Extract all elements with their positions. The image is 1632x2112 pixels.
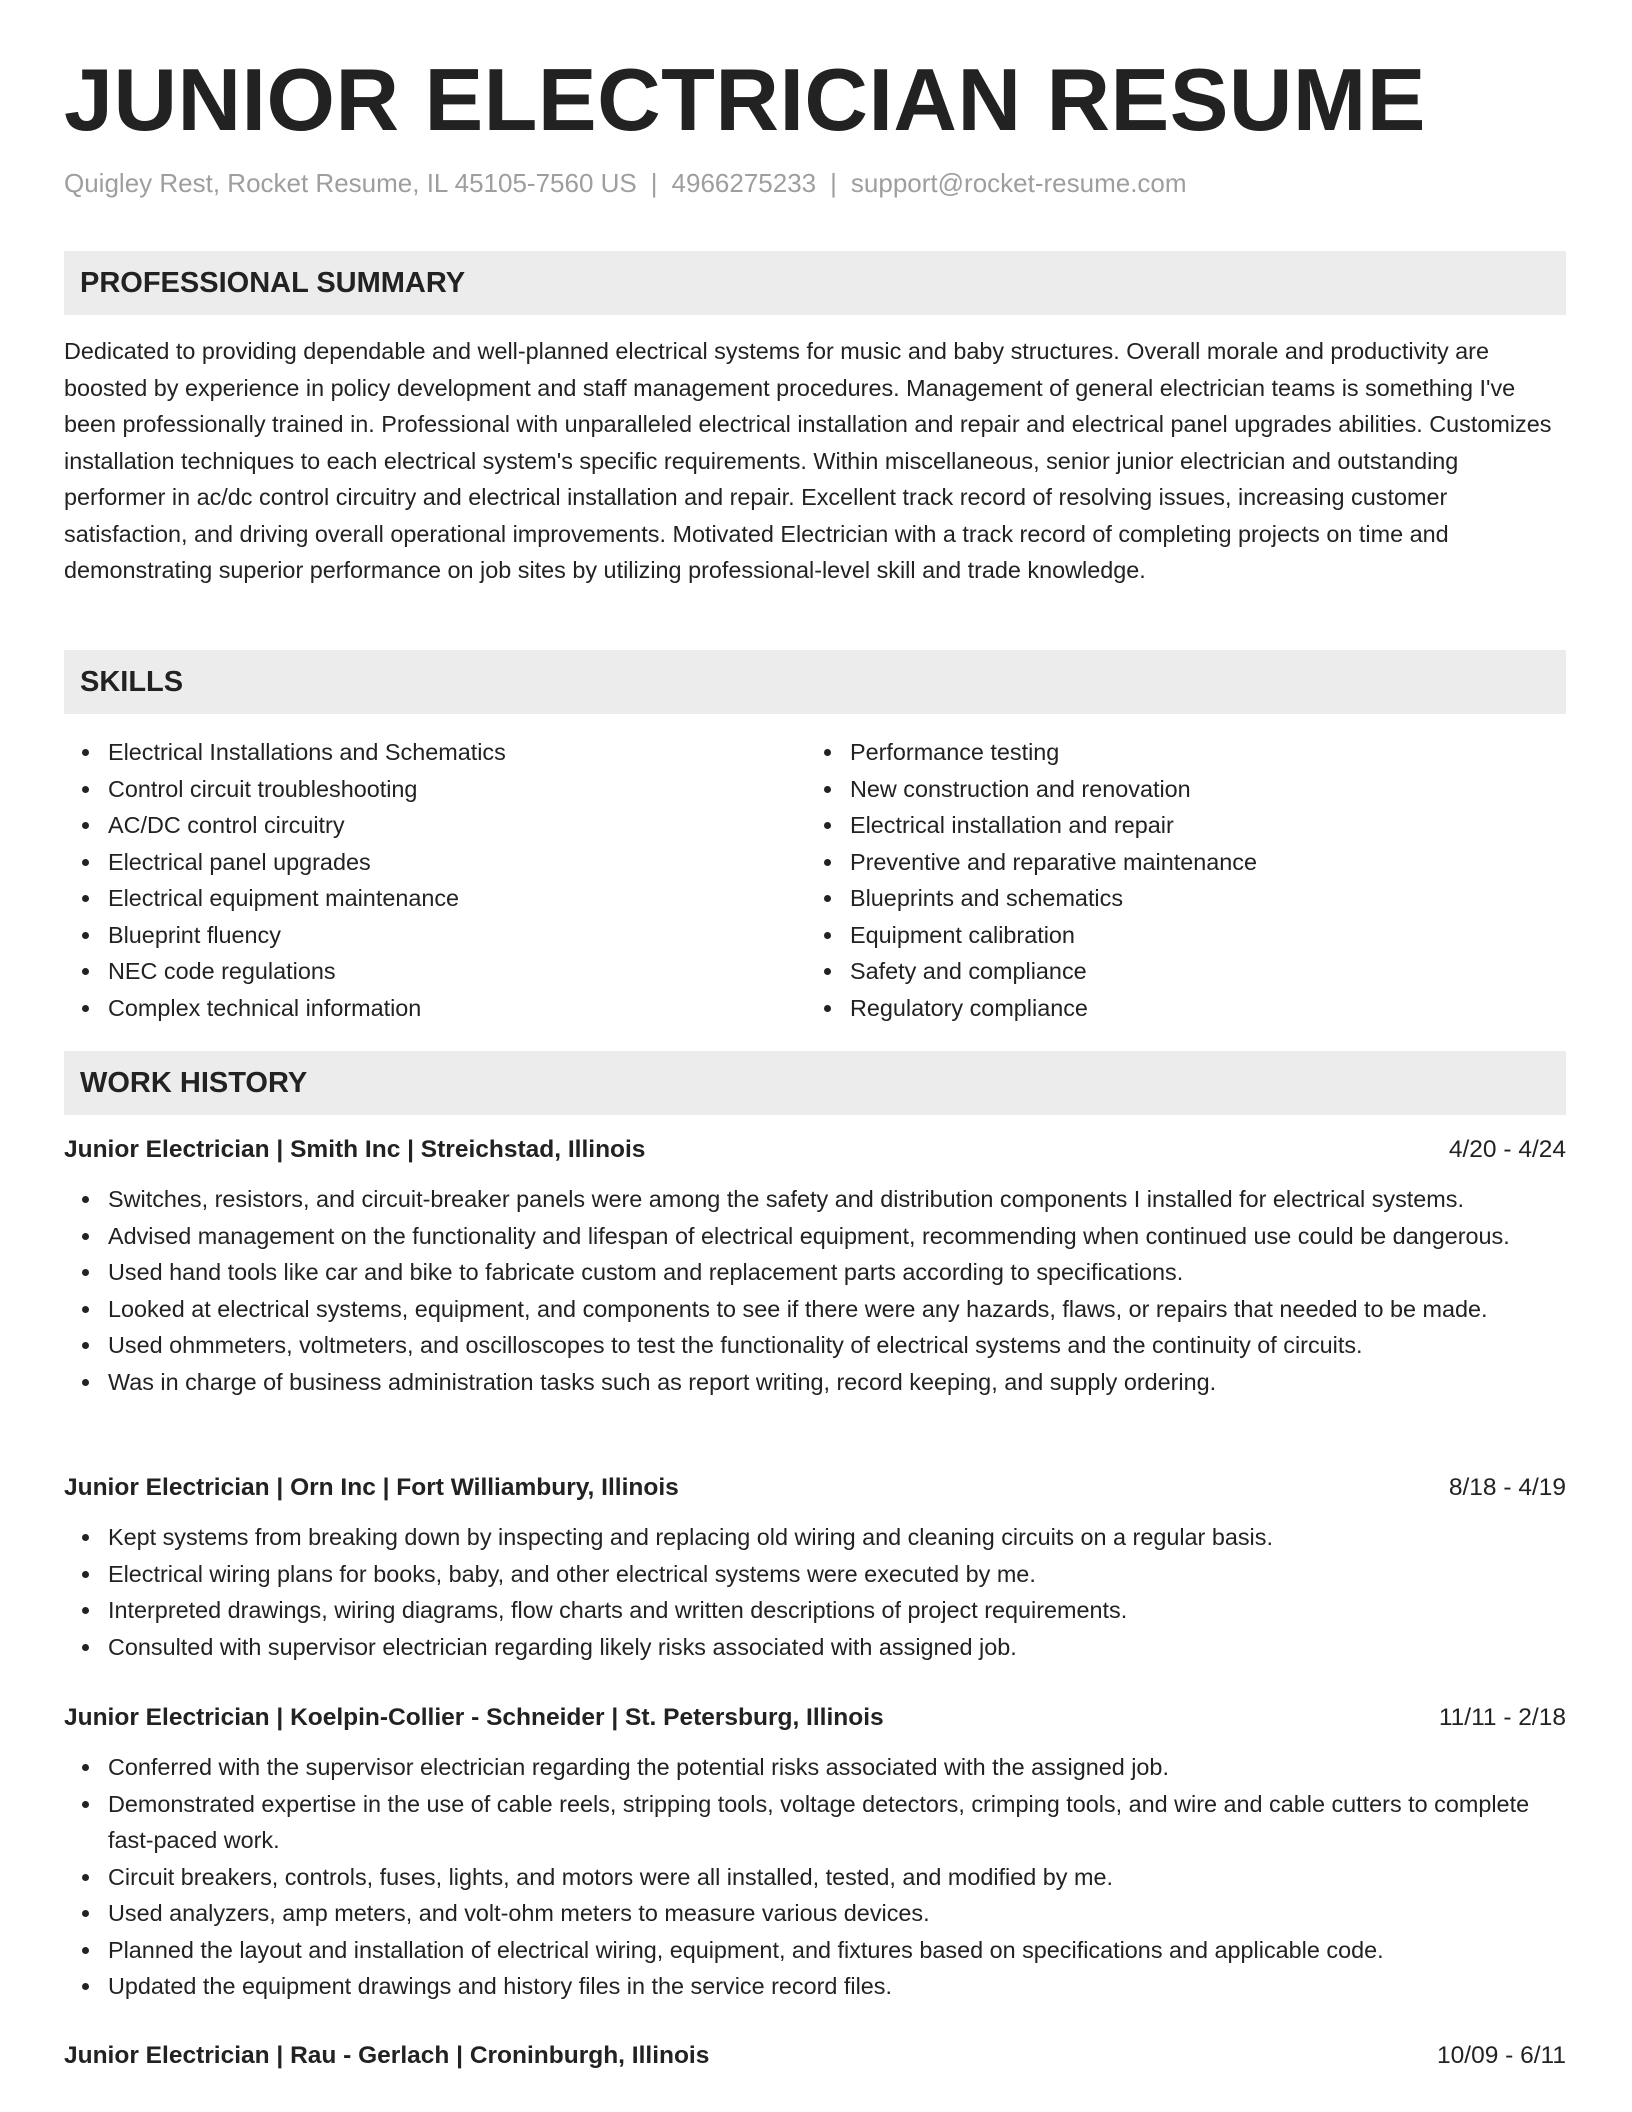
job-duty-item: Was in charge of business administration tasks such as report writing, record keeping, and supply ordering.	[64, 1364, 1566, 1401]
job-duty-item: Advised management on the functionality and lifespan of electrical equipment, recommending when continued use could be dangerous.	[64, 1218, 1566, 1255]
skills-list	[64, 734, 1566, 1034]
skill-item: Complex technical information	[64, 990, 506, 1027]
contact-phone: 4966275233	[671, 168, 817, 198]
skill-item: Safety and compliance	[806, 953, 1257, 990]
section-header-summary: PROFESSIONAL SUMMARY	[64, 251, 1566, 315]
contact-address: Quigley Rest, Rocket Resume, IL 45105-7560 US	[64, 168, 637, 198]
skill-item: Regulatory compliance	[806, 990, 1257, 1027]
job-duties-list	[64, 1181, 1566, 1400]
job-dates: 11/11 - 2/18	[1438, 1704, 1566, 1731]
job-title: Junior Electrician | Rau - Gerlach | Croninburgh, Illinois	[64, 2042, 710, 2069]
skill-item: AC/DC control circuitry	[64, 807, 506, 844]
job-duty-item: Used analyzers, amp meters, and volt-ohm meters to measure various devices.	[64, 1895, 1566, 1932]
professional-summary-text: Dedicated to providing dependable and well-planned electrical systems for music and baby structures. Overall morale and productivity are boosted by experience in policy development and staff management procedures. Management of general electrician teams is something I've been professionally trained in. Professional with unparalleled electrical installation and repair and electrical panel upgrades abilities. Customizes installation techniques to each electrical system's specific requirements. Within miscellaneous, senior junior electrician and outstanding performer in ac/dc control circuitry and electrical installation and repair. Excellent track record of resolving issues, increasing customer satisfaction, and driving overall operational improvements. Motivated Electrician with a track record of completing projects on time and demonstrating superior performance on job sites by utilizing professional-level skill and trade knowledge.	[64, 338, 1552, 583]
resume-title: JUNIOR ELECTRICIAN RESUME	[64, 50, 1426, 149]
job-duty-item: Used ohmmeters, voltmeters, and oscilloscopes to test the functionality of electrical systems and the continuity of circuits.	[64, 1327, 1566, 1364]
job-duties-list	[64, 1519, 1566, 1665]
section-header-work-history: WORK HISTORY	[64, 1051, 1566, 1115]
job-header	[64, 1700, 1566, 1736]
job-duties-list	[64, 1749, 1566, 2005]
skill-item: New construction and renovation	[806, 771, 1257, 808]
job-duty-item: Used hand tools like car and bike to fabricate custom and replacement parts according to specifications.	[64, 1254, 1566, 1291]
job-duty-item: Planned the layout and installation of electrical wiring, equipment, and fixtures based on specifications and applicable code.	[64, 1932, 1566, 1969]
skill-item: Electrical installation and repair	[806, 807, 1257, 844]
contact-email: support@rocket-resume.com	[850, 168, 1187, 198]
job-dates: 8/18 - 4/19	[1448, 1474, 1566, 1501]
job-duty-item: Conferred with the supervisor electrician regarding the potential risks associated with the assigned job.	[64, 1749, 1566, 1786]
job-duty-item: Kept systems from breaking down by inspecting and replacing old wiring and cleaning circuits on a regular basis.	[64, 1519, 1566, 1556]
skill-item: Control circuit troubleshooting	[64, 771, 506, 808]
job-header	[64, 2038, 1566, 2074]
job-duty-item: Interpreted drawings, wiring diagrams, flow charts and written descriptions of project requirements.	[64, 1592, 1566, 1629]
job-dates: 10/09 - 6/11	[1437, 2042, 1566, 2069]
skill-item: Electrical equipment maintenance	[64, 880, 506, 917]
job-duty-item: Switches, resistors, and circuit-breaker panels were among the safety and distribution components I installed for electrical systems.	[64, 1181, 1566, 1218]
contact-separator: |	[650, 168, 658, 198]
contact-line	[64, 165, 1566, 201]
skill-item: Preventive and reparative maintenance	[806, 844, 1257, 881]
skill-item: Blueprints and schematics	[806, 880, 1257, 917]
job-duty-item: Circuit breakers, controls, fuses, lights, and motors were all installed, tested, and modified by me.	[64, 1859, 1566, 1896]
job-title: Junior Electrician | Koelpin-Collier - Schneider | St. Petersburg, Illinois	[64, 1704, 884, 1731]
job-dates: 4/20 - 4/24	[1448, 1136, 1566, 1163]
job-duty-item: Consulted with supervisor electrician regarding likely risks associated with assigned job.	[64, 1629, 1566, 1666]
job-header	[64, 1470, 1566, 1506]
skill-item: Performance testing	[806, 734, 1257, 771]
job-duty-item: Electrical wiring plans for books, baby, and other electrical systems were executed by me.	[64, 1556, 1566, 1593]
job-title: Junior Electrician | Orn Inc | Fort Williambury, Illinois	[64, 1474, 679, 1501]
skill-item: Electrical Installations and Schematics	[64, 734, 506, 771]
skill-item: NEC code regulations	[64, 953, 506, 990]
contact-separator: |	[830, 168, 837, 198]
skills-column-right	[806, 734, 1257, 1026]
skills-column-left	[64, 734, 506, 1026]
job-header	[64, 1132, 1566, 1168]
skill-item: Blueprint fluency	[64, 917, 506, 954]
job-title: Junior Electrician | Smith Inc | Streichstad, Illinois	[64, 1136, 646, 1163]
skill-item: Equipment calibration	[806, 917, 1257, 954]
job-duty-item: Updated the equipment drawings and history files in the service record files.	[64, 1968, 1566, 2005]
job-duty-item: Looked at electrical systems, equipment, and components to see if there were any hazards, flaws, or repairs that needed to be made.	[64, 1291, 1566, 1328]
section-header-skills: SKILLS	[64, 650, 1566, 714]
job-duty-item: Demonstrated expertise in the use of cable reels, stripping tools, voltage detectors, crimping tools, and wire and cable cutters to complete fast-paced work.	[64, 1786, 1566, 1859]
skill-item: Electrical panel upgrades	[64, 844, 506, 881]
